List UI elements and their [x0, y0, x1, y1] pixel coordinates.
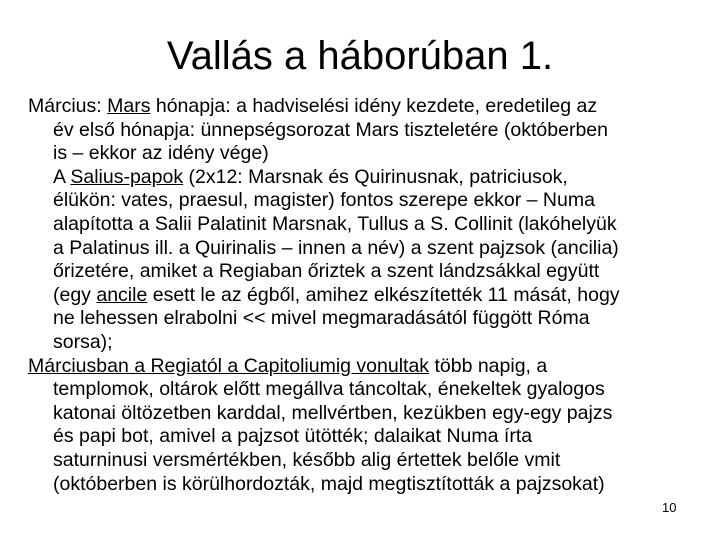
- underlined-term-mars: Mars: [107, 95, 151, 117]
- text-line: katonai öltözetben karddal, mellvértben, kezükben egy-egy pajzs: [53, 401, 613, 424]
- page-number: 10: [662, 500, 677, 515]
- slide-title: Vallás a háborúban 1.: [166, 34, 554, 78]
- text-run: (egy: [53, 283, 97, 306]
- text-line: a Palatinus ill. a Quirinalis – innen a név) a szent pajzsok (ancilia): [53, 236, 619, 259]
- text-line: [28, 355, 698, 379]
- text-line: és papi bot, amivel a pajzsot ütötték; dalaikat Numa írta: [53, 425, 533, 448]
- underlined-term-ancile: ancile: [96, 283, 148, 306]
- text-line: ne lehessen elrabolni << mivel megmaradásától függött Róma: [53, 307, 590, 330]
- slide-body: [28, 95, 698, 496]
- text-run: A: [53, 165, 71, 188]
- text-line: [28, 95, 698, 119]
- text-line: [28, 166, 698, 190]
- text-line: (októberben is körülhordozták, majd megtisztították a pajzsokat): [53, 472, 605, 495]
- underlined-term-salius-papok: Salius-papok: [70, 165, 184, 188]
- underlined-term-procession: Márciusban a Regiatól a Capitoliumig vonultak: [28, 354, 430, 377]
- text-run: esett le az égből, amihez elkészítették 11 mását, hogy: [147, 283, 620, 306]
- text-run: Március:: [28, 95, 108, 117]
- text-run: hónapja: a hadviselési idény kezdete, eredetileg az: [150, 95, 598, 117]
- text-line: is – ekkor az idény vége): [53, 142, 269, 165]
- text-line: templomok, oltárok előtt megállva táncoltak, énekeltek gyalogos: [53, 378, 605, 401]
- text-line: saturninusi versmértékben, később alig értettek belőle vmit: [53, 448, 561, 471]
- text-line: élükön: vates, praesul, magister) fontos szerepe ekkor – Numa: [53, 189, 595, 212]
- text-line: őrizetére, amiket a Regiaban őriztek a szent lándzsákkal együtt: [53, 260, 600, 283]
- text-run: (2x12: Marsnak és Quirinusnak, patriciusok,: [183, 165, 568, 188]
- text-line: alapította a Salii Palatinit Marsnak, Tullus a S. Collinit (lakóhelyük: [53, 212, 617, 235]
- text-run: több napig, a: [429, 354, 548, 377]
- text-line: év első hónapja: ünnepségsorozat Mars tiszteletére (októberben: [53, 118, 608, 141]
- text-line: [28, 284, 698, 308]
- text-line: sorsa);: [53, 330, 113, 353]
